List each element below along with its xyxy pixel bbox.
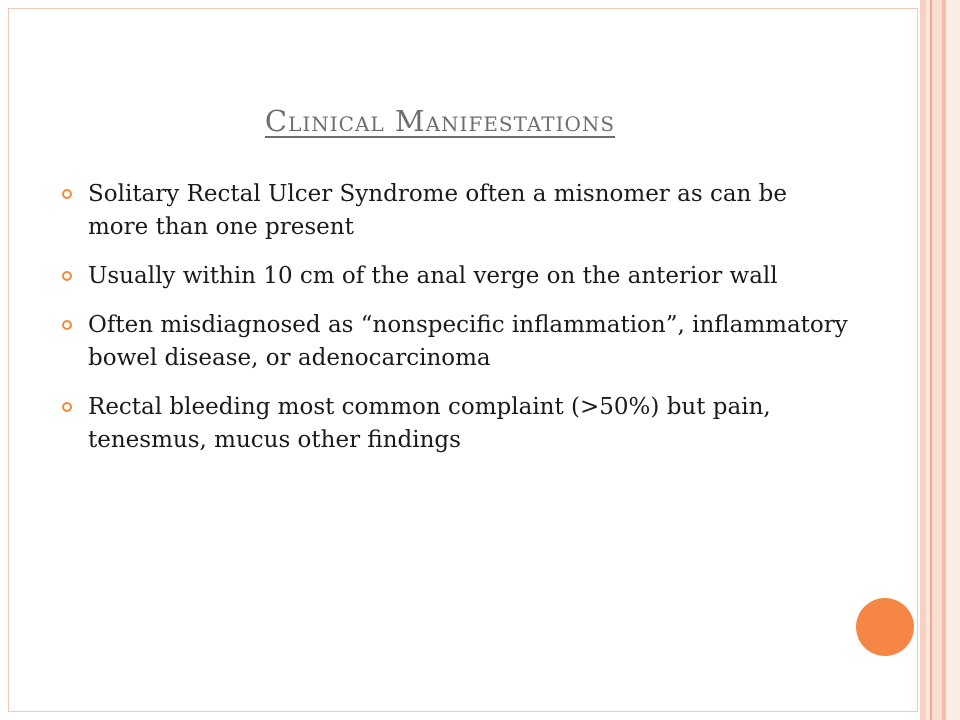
bullet-text: Usually within 10 cm of the anal verge on the anterior wall (88, 263, 778, 289)
slide-title: Clinical Manifestations (264, 104, 616, 138)
circle-bullet-icon (62, 402, 72, 412)
decorative-accent-circle (856, 598, 914, 656)
circle-bullet-icon (62, 189, 72, 199)
circle-bullet-icon (62, 320, 72, 330)
decorative-side-stripe (946, 0, 960, 720)
circle-bullet-icon (62, 271, 72, 281)
bullet-list (60, 178, 850, 473)
bullet-text: Often misdiagnosed as “nonspecific inflammation”, inflammatory bowel disease, or adenocarcinoma (88, 312, 848, 371)
decorative-side-stripe (932, 0, 942, 720)
bullet-item (60, 391, 850, 457)
bullet-item (60, 260, 850, 293)
bullet-item (60, 178, 850, 244)
bullet-text: Solitary Rectal Ulcer Syndrome often a misnomer as can be more than one present (88, 181, 787, 240)
bullet-item (60, 309, 850, 375)
bullet-text: Rectal bleeding most common complaint (>50%) but pain, tenesmus, mucus other findings (88, 394, 771, 453)
